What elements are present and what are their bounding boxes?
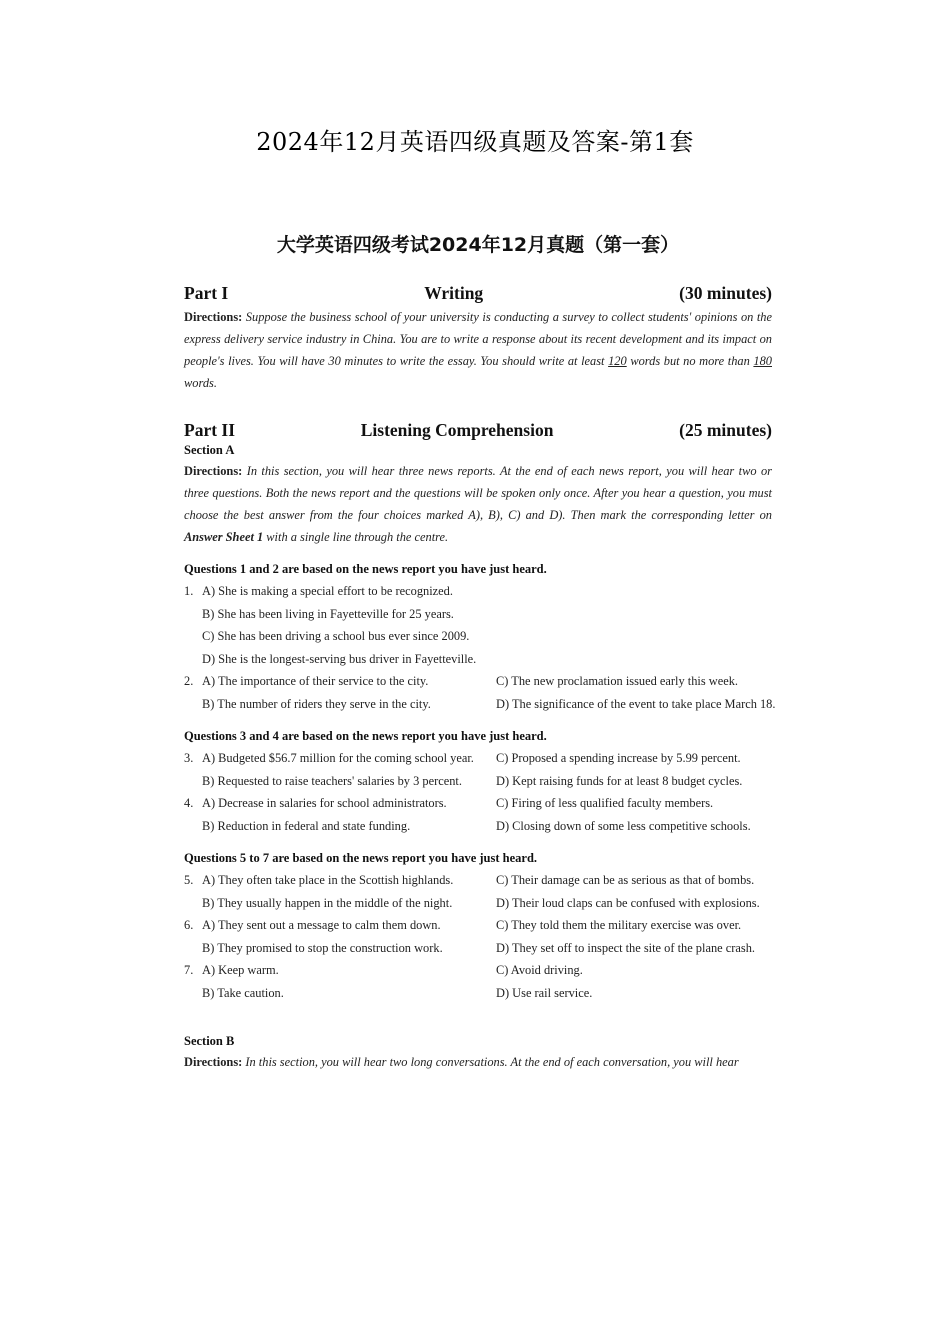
option-a: A) The importance of their service to the city. bbox=[202, 674, 429, 688]
option-c: C) Their damage can be as serious as that of bombs. bbox=[496, 873, 755, 887]
question-number: 1. bbox=[184, 584, 194, 598]
question-number: 4. bbox=[184, 796, 194, 810]
option-b: B) Reduction in federal and state funding. bbox=[202, 818, 411, 833]
option-a: A) They sent out a message to calm them down. bbox=[202, 918, 441, 932]
question-4-options bbox=[184, 815, 772, 838]
option-a: A) Decrease in salaries for school administrators. bbox=[202, 796, 447, 810]
option-d: D) Use rail service. bbox=[496, 985, 593, 1000]
document-title: 2024年12月英语四级真题及答案-第1套 bbox=[256, 128, 694, 156]
question-2 bbox=[184, 670, 772, 693]
section-b-directions bbox=[184, 1051, 772, 1073]
directions-label: Directions: bbox=[184, 1055, 243, 1069]
part-1-directions bbox=[184, 306, 772, 394]
option-d: D) Closing down of some less competitive schools. bbox=[496, 818, 751, 833]
directions-label: Directions: bbox=[184, 464, 243, 478]
question-1-option bbox=[184, 603, 772, 626]
option-b: B) The number of riders they serve in the city. bbox=[202, 696, 431, 711]
question-1-option bbox=[184, 625, 772, 648]
min-words: 120 bbox=[608, 354, 627, 368]
question-3-options bbox=[184, 770, 772, 793]
option-b: B) They usually happen in the middle of the night. bbox=[202, 895, 453, 910]
directions-text: words. bbox=[184, 376, 217, 390]
question-6 bbox=[184, 914, 772, 937]
question-5-options bbox=[184, 892, 772, 915]
question-group-heading: Questions 3 and 4 are based on the news report you have just heard. bbox=[184, 729, 547, 743]
directions-text: In this section, you will hear two long conversations. At the end of each conversation, you will hear bbox=[245, 1055, 739, 1069]
question-number: 5. bbox=[184, 873, 194, 887]
part-1-title: Writing bbox=[424, 283, 484, 303]
option-c: C) Proposed a spending increase by 5.99 percent. bbox=[496, 751, 741, 765]
option-c: C) Avoid driving. bbox=[496, 963, 583, 977]
question-number: 7. bbox=[184, 963, 194, 977]
option-c: C) The new proclamation issued early this week. bbox=[496, 674, 739, 688]
question-1-option bbox=[184, 648, 772, 671]
option-b: B) They promised to stop the construction work. bbox=[202, 940, 443, 955]
option-c: C) They told them the military exercise was over. bbox=[496, 918, 742, 932]
part-2-title: Listening Comprehension bbox=[360, 420, 554, 440]
question-3 bbox=[184, 747, 772, 770]
max-words: 180 bbox=[753, 354, 772, 368]
option-b: B) She has been living in Fayetteville for 25 years. bbox=[202, 606, 454, 621]
option-c: C) Firing of less qualified faculty members. bbox=[496, 796, 714, 810]
directions-text: In this section, you will hear three news reports. At the end of each news report, you will hear two or three questions. Both the news report and the questions will be spoken only once. After you hear a question, you must choose the best answer from the four choices marked A), B), C) and D). Then mark the corresponding letter on bbox=[184, 464, 772, 522]
question-group-heading: Questions 1 and 2 are based on the news report you have just heard. bbox=[184, 562, 547, 576]
question-6-options bbox=[184, 937, 772, 960]
option-d: D) She is the longest-serving bus driver in Fayetteville. bbox=[202, 651, 477, 666]
scanned-exam-page bbox=[184, 230, 776, 1073]
directions-text: Suppose the business school of your university is conducting a survey to collect students' opinions on the express delivery service industry in China. You are to write a response about its recent development and its impact on people's lives. You will have 30 minutes to write the essay. You should write at least bbox=[184, 310, 772, 368]
section-a-directions bbox=[184, 460, 772, 548]
section-a-label: Section A bbox=[184, 443, 235, 457]
question-5 bbox=[184, 869, 772, 892]
question-group-heading: Questions 5 to 7 are based on the news report you have just heard. bbox=[184, 851, 538, 865]
directions-text: words but no more than bbox=[630, 354, 750, 368]
part-1-header bbox=[184, 283, 772, 304]
option-a: A) They often take place in the Scottish highlands. bbox=[202, 873, 454, 887]
directions-label: Directions: bbox=[184, 310, 243, 324]
option-b: B) Requested to raise teachers' salaries by 3 percent. bbox=[202, 773, 462, 788]
question-4 bbox=[184, 792, 772, 815]
directions-text: with a single line through the centre. bbox=[266, 530, 449, 544]
part-1-label: Part I bbox=[184, 283, 229, 303]
option-d: D) Kept raising funds for at least 8 budget cycles. bbox=[496, 773, 743, 788]
section-b-label: Section B bbox=[184, 1034, 235, 1048]
option-a: A) Budgeted $56.7 million for the coming school year. bbox=[202, 751, 474, 765]
option-b: B) Take caution. bbox=[202, 985, 284, 1000]
option-d: D) They set off to inspect the site of the plane crash. bbox=[496, 940, 755, 955]
option-d: D) Their loud claps can be confused with explosions. bbox=[496, 895, 760, 910]
option-c: C) She has been driving a school bus ever since 2009. bbox=[202, 629, 470, 643]
question-2-options bbox=[184, 693, 776, 716]
question-1 bbox=[184, 580, 772, 603]
part-2-label: Part II bbox=[184, 420, 236, 440]
question-number: 3. bbox=[184, 751, 194, 765]
answer-sheet-ref: Answer Sheet 1 bbox=[184, 530, 264, 544]
option-d: D) The significance of the event to take place March 18. bbox=[496, 696, 776, 711]
question-number: 6. bbox=[184, 918, 194, 932]
option-a: A) Keep warm. bbox=[202, 963, 279, 977]
question-7-options bbox=[184, 982, 772, 1005]
option-a: A) She is making a special effort to be recognized. bbox=[202, 584, 453, 598]
part-2-header bbox=[184, 420, 772, 441]
part-2-time: (25 minutes) bbox=[679, 420, 772, 440]
part-1-time: (30 minutes) bbox=[679, 283, 772, 303]
question-number: 2. bbox=[184, 674, 194, 688]
question-7 bbox=[184, 959, 772, 982]
exam-title: 大学英语四级考试2024年12月真题（第一套） bbox=[276, 234, 680, 256]
